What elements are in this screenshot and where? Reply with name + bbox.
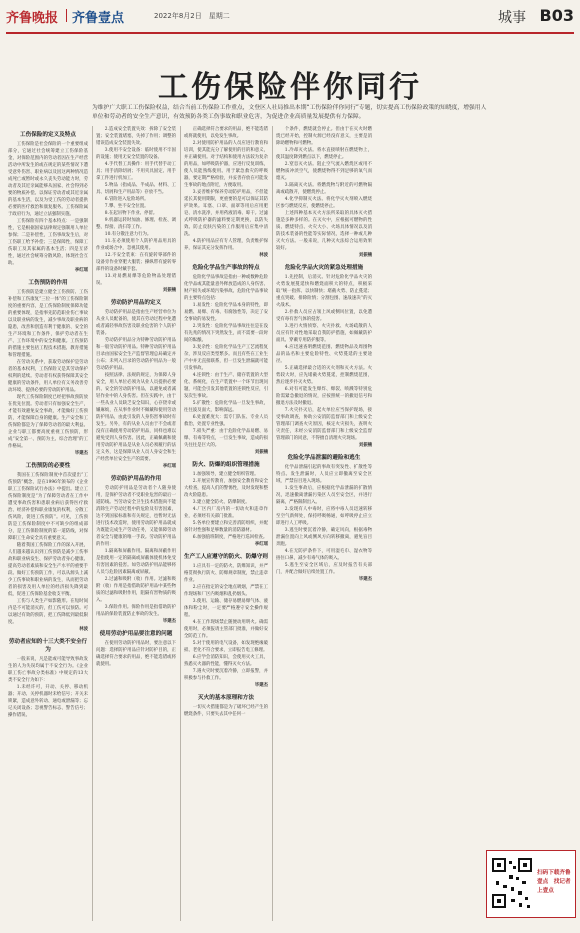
article-heading: 危险化学品泄漏的避险和逃生	[287, 455, 361, 461]
page-number: B03	[539, 6, 574, 25]
article-column-2	[96, 126, 176, 668]
article-paragraph: 2.应在指定的安全地点吸烟，严禁在工作现场和厂区内吸烟和乱扔烟头。	[184, 585, 268, 597]
article-paragraph: 随着我国工伤保险工作的深入开展，人们越来越认识到工伤预防是减少工伤事故和职业病发生、保护劳动者身心健康、提高劳动者素质和安全生产水平的重要手段。做好工伤预防工作，可以从源头上减少工伤事故和职业病的发生，从而把劳动者的损害及用人单位的经济损失降到最低，促进工伤保险基金收支平衡。	[8, 543, 88, 597]
article-author: 李红瑶	[162, 464, 176, 469]
article-author: 李红瑶	[254, 542, 268, 547]
article-paragraph: 2.开展宣传教育，加强安全教育和安全大检查，提高人们的警惕性，及时发现和整改火险隐患。	[184, 479, 268, 498]
article-paragraph: 4.厂区内厂房内的一切动火和违章作业，必须经有关部门批准。	[184, 507, 268, 519]
article-paragraph: 1.隔离和屏蔽作用。隔离和屏蔽作用是指使用一定的隔离或屏蔽体使机体免受有害因素的侵害。如劳动防护用品能够将人员与危险因素隔离或屏蔽。	[96, 549, 176, 575]
article-paragraph: 7.遇火灾时要沉着冷静，立即报警，并积极参与扑救工作。	[184, 669, 268, 681]
article-paragraph: 劳动防护用品分为特种劳动防护用品和一般劳动防护用品。特种劳动防护用品目录由国家安全生产监督管理总局确定并公布；未列入目录的劳动防护用品为一般劳动防护用品。	[96, 338, 176, 371]
article-author: 李红瑶	[74, 268, 88, 273]
article-paragraph: 6.加强值班制度，严格进行巡回检查。	[192, 535, 268, 540]
qr-promo	[486, 850, 576, 918]
article-author: 毕建杰	[358, 577, 372, 582]
article-paragraph: 1.易发性：危险化学品本身的特性，即易燃、易爆、有毒、有腐蚀性等，决定了安全事故的易发性。	[184, 303, 268, 322]
article-paragraph: 3.保险作用。保险作用是指借助防护用品的保险装置防止事故的发生。	[96, 605, 176, 617]
article-paragraph: 9.机器运转时加油、修理、检查、调整、焊接、清扫等工作。	[96, 218, 176, 230]
article-paragraph: 11.在必须使用个人防护用品用具的作业或场合中，忽视其使用。	[96, 239, 176, 251]
article-paragraph: 劳动防护用品是指由生产经营单位为从业人员配备的，使其在劳动过程中免遭或者减轻事故伤害及职业危害的个人防护装备。	[96, 310, 176, 336]
article-column-4	[276, 126, 372, 583]
article-paragraph: 1.未经许可，开动、关停、移动机器；开动、关停机器时未给信号；开关未锁紧，造成意外转动、通电或泄漏等；忘记关闭设备；忽视警告标志、警告信号；操作错误。	[8, 685, 88, 718]
article-paragraph: 我国在工伤保险制度中首次提出“工伤预防”概念，是在1996年颁布的《企业职工工伤保险试行办法》中提出。建立工伤保险制度是“为了保障劳动者在工作中遭受事故伤害和患职业病后获得医疗救治、经济补偿和职业康复的权利，分散工伤风险，促进工伤预防”。可见，工伤预防是工伤保险制度中不可缺少的组成部分，是工伤保险制度的第一道防线，对保障职工生命安全具有重要意义。	[8, 473, 88, 541]
lede-paragraph: 为维护广大职工工伤保险权益，结合当前工伤保险工作重点，文登区人社局推出本期“工伤保险伴你同行”专题，切实提高工伤保险政策的知晓度，增强用人单位和劳动者的安全生产意识，有效预防各类工伤事故和职业危害，为促进企业高质量发展提供有力保障。	[92, 105, 487, 120]
article-paragraph: 4.化学抑制灭火法。将化学灭火剂喷入燃烧区参与燃烧反应，使燃烧停止。	[276, 197, 372, 209]
article-heading: 危险化学品生产事故的特点	[192, 265, 260, 271]
article-heading: 生产工人应遵守的防火、防爆守则	[184, 554, 268, 560]
article-author: 刘振楠	[162, 288, 176, 293]
article-paragraph: 8.在起吊物下作业、停留。	[104, 211, 158, 216]
article-paragraph: 4.在无防护条件下，可用湿毛巾、湿衣物等捂住口鼻，减少有毒气体的吸入。	[276, 549, 372, 561]
article-paragraph: 4.手代替工具操作：用手代替手动工具；用手清除切屑；不用夹具固定、用手拿工件进行机加工。	[96, 162, 176, 181]
column-divider	[92, 126, 93, 921]
article-paragraph: 1.冷却灭火法。将水直接喷射在燃烧物上，使其温度降到燃点以下，燃烧停止。	[276, 148, 372, 160]
page-title: 工伤保险伴你同行	[158, 70, 422, 105]
article-paragraph: 工伤保险有四个基本特点：一是强制性，它是根据国家法律规定强制用人单位参保；二是补偿性，工伤事故发生后，对工伤职工给予补偿；三是保障性，保障工伤职工及其家属的基本生活；四是互济性，通过社会统筹分散风险，体现社会互助。	[8, 219, 88, 266]
article-paragraph: 危险化学品事故是指由一种或数种危险化学品或其能量意外释放造成的人身伤害、财产损失或环境污染事故。危险化学品事故的主要特点包括：	[184, 275, 268, 301]
article-paragraph: 3.复杂性：危险化学品生产工艺流程复杂，涉及反应类型繁多。而且有些在工业生产中并无直接联系，但一旦发生泄漏就可能引发事故。	[184, 345, 268, 371]
article-paragraph: 正确选择符合要求的用品，绝不能选错或将就使用，以免发生事故。	[184, 127, 268, 139]
qr-code-icon[interactable]	[491, 857, 533, 911]
article-heading: 危险化学品火灾的紧急处理措施	[284, 265, 364, 271]
qr-caption: 扫码下载齐鲁壹点 找记者 上壹点	[537, 870, 571, 894]
article-paragraph: 按照法律、法规的规定，为保障人身安全，用人单位必须为从业人员提供必要的、安全的劳动防护用品，以避免或者减轻作业中的人身伤害。但在实践中，由于一些从业人员缺乏安全知识，心存侥幸或嫌麻烦，在从事作业时不佩戴和使用劳动防护用品，由此引发的人身伤害事故时有发生。另外，有的从业人员由于不会或者没有正确使用劳动防护用品，同样也难以避免受到人身伤害。因此，正确佩戴和使用劳动防护用品是从业人员必须履行的法定义务，这是保障从业人员人身安全和生产经营单位安全生产的需要。	[96, 373, 176, 462]
article-heading: 劳动防护用品的定义	[110, 300, 162, 306]
article-paragraph: 12.不安全装束：在有旋转零部件的设备旁作业穿肥大服装；操纵带有旋转零部件的设备时戴手套。	[96, 253, 176, 272]
article-paragraph: 一切灭火措施都是为了破坏已经产生的燃烧条件，只要失去其中任何一	[184, 705, 268, 717]
article-paragraph: 4.在工作现场禁止随便动用明火。确需使用时，必须报请主管部门批准，并做好安全防范工作。	[184, 620, 268, 639]
article-paragraph: 工伤预防是建立健全工伤预防、工伤补偿和工伤康复“三位一体”的工伤保险制度的重要内容，是工伤保险制度保障功能的重要体现，是指事先防范职业伤亡事故以及职业病的发生，减少事故及职业病的隐患，改善和创造有利于健康的、安全的生产环境和工作条件，保护劳动者在生产、工作环境中的安全和健康。工伤预防的措施主要包括工程技术措施、教育措施和管理措施。	[8, 290, 88, 358]
article-heading: 工伤保险的定义及特点	[20, 132, 76, 138]
article-paragraph: 3.隔离灭火法。将燃烧物与附近的可燃物隔离或疏散开，使燃烧停止。	[276, 183, 372, 195]
article-paragraph: 1.发生事故后，应根据化学品泄漏的扩散情况，迅速撤离泄漏污染区人员至安全区，并进行隔离，严格限制出入。	[276, 486, 372, 505]
article-paragraph: 5.逃生至安全区域后，应及时报告有关部门，并配合做好后续处置工作。	[276, 563, 372, 575]
article-paragraph: 4.应迅速查明燃烧范围、燃烧物品及周围物品的品名和主要危险特性、火势蔓延的主要途径。	[276, 345, 372, 364]
issue-date: 2022年8月2日 星期二	[154, 12, 230, 20]
article-paragraph: 上述四种基本灭火方法所采取的具体灭火措施是多种多样的。在灭火中，应根据可燃物的性质、燃烧特点、火灾大小、火场具体情况以及消防技术装备的性能等实际情况，选择一种或几种灭火方法。一般来说，几种灭火法综合运用效果较好。	[276, 211, 372, 251]
article-paragraph: 1.先控制，后消灭。针对危险化学品火灾的火势发展蔓延快和燃烧面积大的特点，积极采取“统一指挥、以快制快；堵截火势、防止蔓延；重点突破、排除险情；分割包围、速战速决”的灭火战术。	[276, 275, 372, 308]
article-paragraph: 6.对有可能发生爆炸、爆裂、喷溅等特别危险需紧急撤退的情况，应按照统一的撤退信号和撤退方法及时撤退。	[276, 387, 372, 406]
article-paragraph: 3.使用、运输、储存易燃易爆气体、液体和粉尘时，一定要严格遵守安全操作规程。	[184, 599, 268, 618]
article-paragraph: 化学品泄漏引起的事故有突发性、扩散性等特点。发生泄漏时，人员应立即撤离至安全区域，严禁盲目进入现场。	[276, 465, 372, 484]
column-divider	[180, 126, 181, 921]
article-paragraph: 7.攀、坐不安全位置。	[104, 204, 149, 209]
article-author: 刘振楠	[358, 253, 372, 258]
article-paragraph: 一般来说，凡是能或可能导致事故发生的人为失误均属于不安全行为。《企业职工伤亡事故分类标准》中规定的13大类不安全行为如下：	[8, 657, 88, 683]
article-paragraph: 10.有分散注意力行为。	[104, 232, 152, 237]
article-paragraph: 3.逃生时要沉着冷静，确定风向，根据毒物泄漏位置向上风或侧风方向转移撤离，避免盲目奔跑。	[276, 528, 372, 547]
article-paragraph: 3.建立健全防火、防爆制度。	[192, 500, 250, 505]
article-paragraph: 工伤保险是社会保险的一个重要组成部分，它通过社会统筹建立工伤保险基金，对保险范围内的劳动者因在生产经营活动中所发生的或在规定的某些情况下遭受意外伤害、职业病以及因这两种情况造成死亡或暂时或永久丧失劳动能力时，劳动者及其近亲属能够从国家、社会得到必要的物质补偿。以保证劳动者或其近亲属的基本生活，以及为受工伤的劳动者提供必要的医疗救治和康复服务。工伤保险属于政府行为，通过立法强制实施。	[8, 142, 88, 217]
article-column-1	[8, 126, 88, 719]
article-paragraph: 2.突发性：危险化学品事故往往是在没有先兆的情况下突然发生，而不需要一段时间的酝酿。	[184, 324, 268, 343]
article-author: 林波	[79, 627, 88, 632]
article-author: 刘振楠	[254, 450, 268, 455]
article-paragraph: 1.加强领导，建立健全组织管理。	[192, 472, 259, 477]
article-heading: 工伤预防的作用	[28, 280, 68, 286]
article-heading: 劳动防护用品的作用	[110, 476, 162, 482]
article-paragraph: 5.物品（指成品、半成品、材料、工具、切屑和生产用品等）存放不当。	[96, 183, 176, 195]
article-paragraph: 5.各单位要建立和完善消防组织，并配备针对性强和足够数量的消防器材。	[184, 521, 268, 533]
article-paragraph: 现代工伤保险制度已经把事故预防放在优先位置。劳动者只有加强安全生产，才能有效避免安全事故，才能做好工伤预防，才能保障自身的健康。生产安全和工伤保险都是为了保障劳动者的最大利益。企业与职工都要高度重视工伤预防，形成“安全第一、预防为主、综合治理”的工作格局。	[8, 395, 88, 449]
article-author: 毕建杰	[254, 683, 268, 688]
article-paragraph: 4.连锁性：由于生产、储存装置的大型化、系统化，在生产装置中一个环节出现问题，可能会引发其他装置的连锁性反应，引发次生事故。	[184, 373, 268, 399]
article-paragraph: 3.进行火情侦察、火灾扑救、火场疏散的人员应有针对性地采取自我防护措施，如佩戴防护面具、穿戴专用防护服等。	[276, 324, 372, 343]
article-paragraph: 2.窒息灭火法。阻止空气流入燃烧区或用不燃物质冲淡空气，使燃烧物得不到足够的氧气而熄灭。	[276, 162, 372, 181]
masthead-divider	[66, 9, 67, 22]
article-paragraph: 4.防护用品应有专人管理，负责维护保养，保证其充分发挥作用。	[184, 239, 268, 251]
article-paragraph: 2.造成安全装置失效：拆除了安全装置；安全装置堵塞，失掉了作用；调整的错误造成安全装置失效。	[96, 127, 176, 146]
article-heading: 使用劳动护用品要注意的问题	[99, 631, 173, 637]
app-logo: 齐鲁壹点	[72, 11, 125, 26]
article-paragraph: 7.火灾扑灭后，起火单位应当保护现场，接受事故调查，协助公安消防监督部门和上级安全管理部门调查火灾原因，核定火灾损失，查明火灾责任，未经公安消防监督部门和上级安全监督管理部门的同意，不得擅自清理火灾现场。	[276, 408, 372, 441]
article-paragraph: 在使用劳动防护用品时，要注意以下问题：选择防护用品应针对防护目的，正确选择符合要求的用品，绝不能选错或将就使用。	[96, 641, 176, 667]
section-name: 城事	[498, 10, 526, 26]
article-paragraph: 劳动防护用品是劳动者个人随身使用，是保护劳动者不受职业危害的最后一道防线。当劳动安全卫生技术措施尚不能消除生产劳动过程中的危险及有害因素，达不到国家标准和有关规定，也暂时无法进行技术改造时，使用劳动防护用品就成为既能完成生产劳动任务，又能保障劳动者安全与健康的唯一手段。劳动防护用品的作用：	[96, 486, 176, 547]
article-paragraph: 工伤与人类生产如影随形。在短时间内是不可能消灭的，但工伤可以预防。可以通过有效的预防，把工伤降低到最低限度。	[8, 599, 88, 625]
article-paragraph: 6.应学会消防知识，会使用灭火工具，熟悉灭火器的性能，懂得灭火方法。	[184, 655, 268, 667]
masthead	[6, 4, 574, 34]
article-column-3	[184, 126, 268, 718]
article-paragraph: 5.扩散性：危险化学品一旦发生事故，往往波及面大，影响深远。	[184, 401, 268, 413]
article-paragraph: 5.对于使用的电气设备，如发现绝缘破损、老化不符合要求，立即报告电工修理。	[184, 641, 268, 653]
article-heading: 灭火的基本原理和方法	[198, 695, 254, 701]
column-divider	[272, 126, 273, 921]
article-paragraph: 6.处置难度大：需专门队伍、专业人员救治，处置专业性强。	[184, 415, 268, 427]
article-author: 毕建杰	[74, 451, 88, 456]
article-author: 刘振楠	[358, 443, 372, 448]
article-paragraph: 2.发现有人中毒时，应将中毒人员迅速转移至空气新鲜处，保持呼吸畅通，如呼吸停止应立即进行人工呼吸。	[276, 507, 372, 526]
article-paragraph: 3.妥善维护保养劳动防护用品，不但能延长其使用期限，更重要的是可以保证其防护效果。耳塞、口罩、面罩等用后应用肥皂、清水洗净，并用药液消毒、晾干。过滤式呼吸防护器的滤料要定期更换，以防失效。防止皮肤污染的工作服用后应集中清洗。	[184, 190, 268, 237]
article-paragraph: 在劳动关系中，获取劳动保护是劳动者的基本权利，工伤保险又是其劳动保护权利的延续。劳动者有权获得保障其安全健康的劳动条件，用人单位有义务改善劳动环境、提供必要的劳动防护用品。	[8, 360, 88, 393]
article-author: 毕建杰	[162, 619, 176, 624]
article-paragraph: 1.应具有一定的防火、防爆知识，并严格贯彻执行防火、防爆规章制度，禁止违章作业。	[184, 564, 268, 583]
article-paragraph: 2.对使用防护用品的人员应进行教育和培训，使其能充分了解使用的目的和意义，并正确使用。对于结构和使用方法较为复杂的用品，如呼吸防护器，应进行反复训练，使人员能熟练使用。用于紧急救灾的呼吸器，要定期严格检验，并妥善存放在可能发生事故的地点附近，方便取用。	[184, 141, 268, 188]
newspaper-logo: 齐鲁晚报	[6, 11, 59, 26]
article-author: 林波	[259, 253, 268, 258]
article-heading: 工伤预防的必要性	[25, 463, 71, 469]
article-heading: 防火、防爆的组织管理措施	[192, 462, 260, 468]
article-paragraph: 个条件，燃烧就会停止。但由于在灭火时燃烧已经开始，控制火源已经没有意义，主要是消除助燃物和可燃物。	[276, 127, 372, 146]
article-paragraph: 7.损失严重：由于危险化学品易燃、易爆、有毒等特点，一旦发生事故，造成的损失往往是巨大的。	[184, 429, 268, 448]
article-paragraph: 5.正确选择最合适的灭火剂和灭火方法。火势较大时，应先堵截火势蔓延，控制燃烧范围，然后逐步扑灭火势。	[276, 366, 372, 385]
article-paragraph: 6.冒险进入危险场所。	[104, 197, 149, 202]
article-paragraph: 13.对易燃易爆等危险物品处理错误。	[96, 274, 176, 286]
article-paragraph: 2.过滤和吸附（收）作用。过滤和吸附（收）作用是指借助防护用品中某些物质的过滤和吸附作用，阻隔有害物质的吸入。	[96, 577, 176, 603]
article-paragraph: 3.使用不安全设备：临时使用不牢固的设施；使用无安全装置的设备。	[96, 148, 176, 160]
article-heading: 劳动者应知的十三大类不安全行为	[8, 639, 88, 653]
article-paragraph: 2.扑救人员应占领上风或侧风位置，以免遭受有毒有害气体的侵害。	[276, 310, 372, 322]
